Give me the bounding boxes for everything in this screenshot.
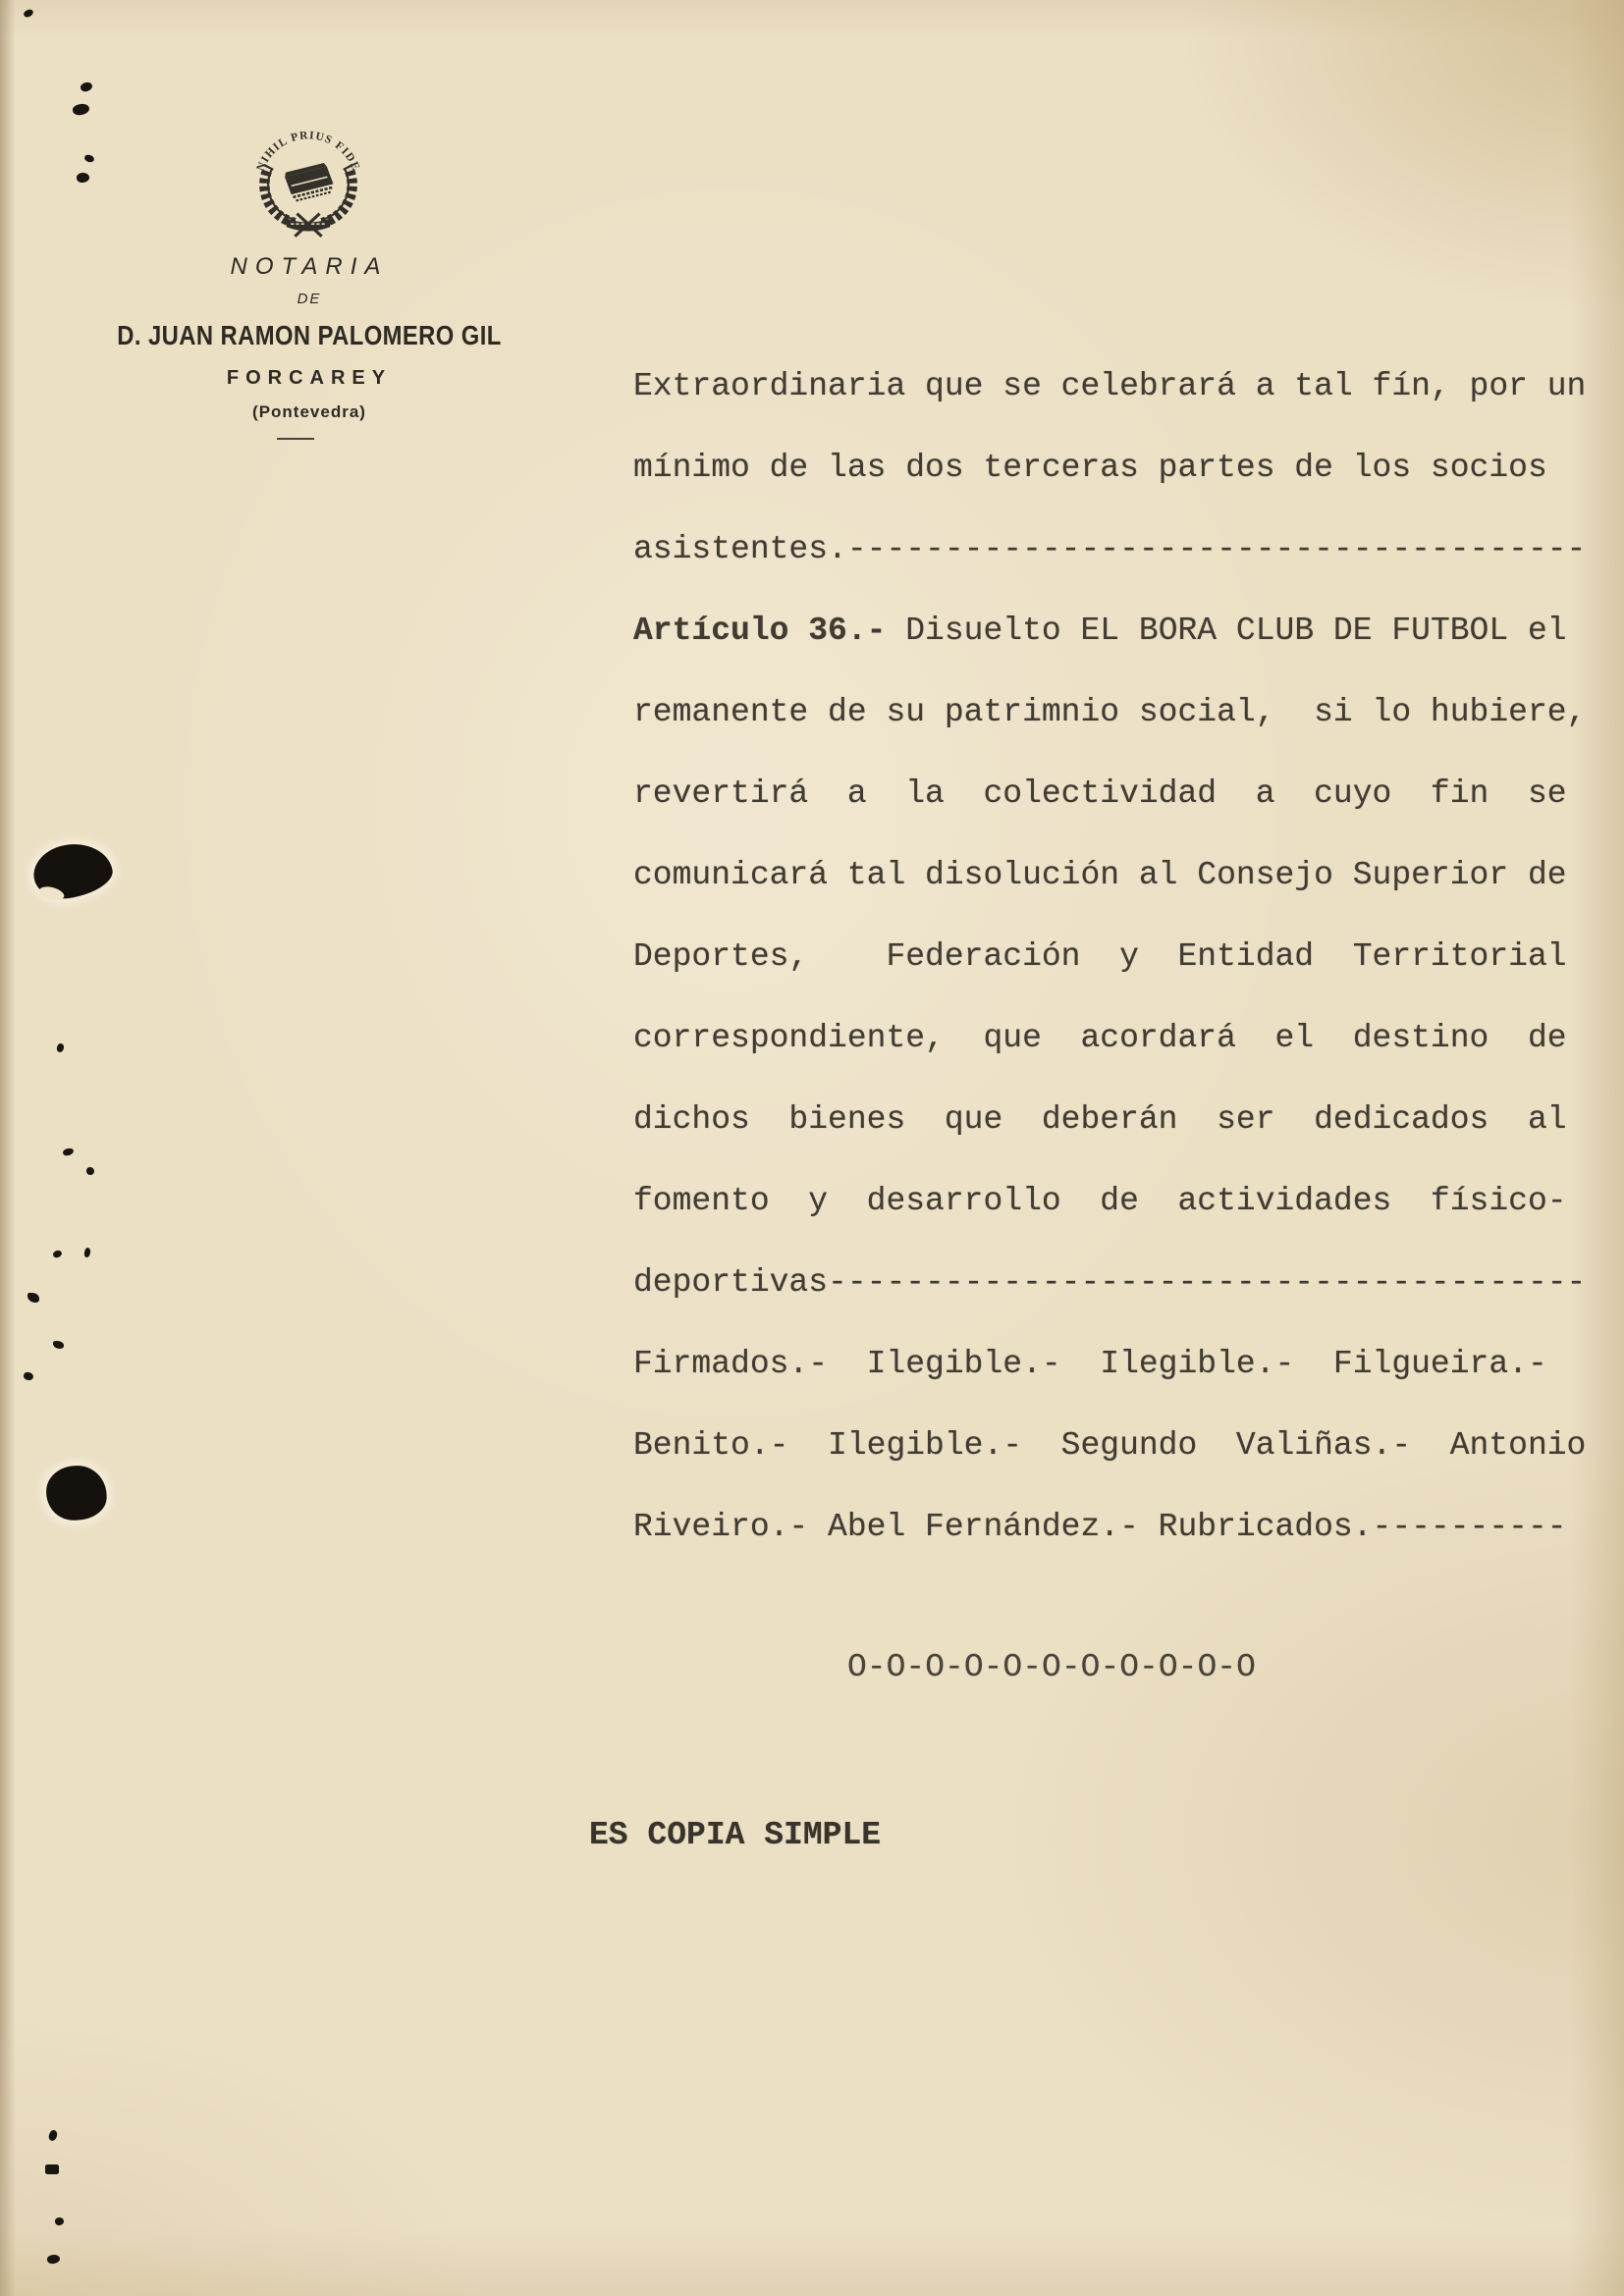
notary-name: D. JUAN RAMON PALOMERO GIL	[117, 320, 502, 350]
body-line: remanente de su patrimnio social, si lo hubiere,	[633, 694, 1587, 730]
ribbon-icon	[285, 214, 332, 237]
body-line: Deportes, Federación y Entidad Territorial	[633, 938, 1567, 975]
body-line: revertirá a la colectividad a cuyo fin se	[633, 775, 1567, 812]
body-line: deportivas---------------------------------------	[633, 1264, 1587, 1301]
article-text: Disuelto EL BORA CLUB DE FUTBOL el	[886, 613, 1567, 649]
ink-speck	[27, 1293, 39, 1303]
ink-speck	[83, 1247, 91, 1257]
section-separator: O-O-O-O-O-O-O-O-O-O-O	[847, 1649, 1256, 1685]
letterhead-divider	[277, 438, 314, 440]
notary-seal-stamp	[251, 118, 365, 241]
document-body	[633, 346, 1605, 1568]
body-line-article-heading	[633, 590, 1605, 671]
body-line: correspondiente, que acordará el destino de	[633, 1020, 1567, 1056]
body-line: asistentes.--------------------------------------	[633, 531, 1587, 567]
body-line: dichos bienes que deberán ser dedicados al	[633, 1101, 1567, 1138]
ink-speck	[46, 2254, 60, 2265]
body-line: mínimo de las dos terceras partes de los socios	[633, 450, 1547, 486]
ink-speck	[62, 1147, 75, 1156]
letterhead-municipality: FORCAREY	[226, 367, 393, 389]
body-line-signatures: Firmados.- Ilegible.- Ilegible.- Filgueira.-	[633, 1346, 1547, 1382]
ink-speck	[47, 2129, 59, 2142]
letterhead-office: NOTARIA	[230, 253, 389, 280]
ink-speck	[86, 1167, 94, 1175]
ink-blot	[43, 1463, 110, 1523]
ink-speck	[53, 1341, 64, 1349]
letterhead-preposition: DE	[297, 291, 322, 307]
body-line-signatures: Benito.- Ilegible.- Segundo Valiñas.- Antonio	[633, 1427, 1587, 1464]
svg-text:NIHIL PRIUS FIDE	[255, 130, 362, 173]
letterhead	[0, 0, 550, 510]
body-line: fomento y desarrollo de actividades físico-	[633, 1183, 1567, 1219]
seal-motto: NIHIL PRIUS FIDE	[254, 130, 362, 174]
ink-blot	[29, 837, 116, 903]
body-line: Extraordinaria que se celebrará a tal fín, por un	[633, 368, 1587, 404]
ink-speck	[52, 1249, 63, 1258]
copy-statement: ES COPIA SIMPLE	[589, 1817, 882, 1853]
book-icon	[284, 162, 335, 202]
letterhead-province: (Pontevedra)	[252, 402, 366, 421]
body-line: comunicará tal disolución al Consejo Superior de	[633, 857, 1567, 893]
ink-speck	[54, 2216, 65, 2226]
ink-speck	[45, 2164, 59, 2174]
body-line-signatures: Riveiro.- Abel Fernández.- Rubricados.----------	[633, 1509, 1567, 1545]
ink-speck	[56, 1042, 66, 1053]
ink-speck	[23, 1371, 33, 1381]
article-number: Artículo 36.-	[633, 613, 887, 649]
